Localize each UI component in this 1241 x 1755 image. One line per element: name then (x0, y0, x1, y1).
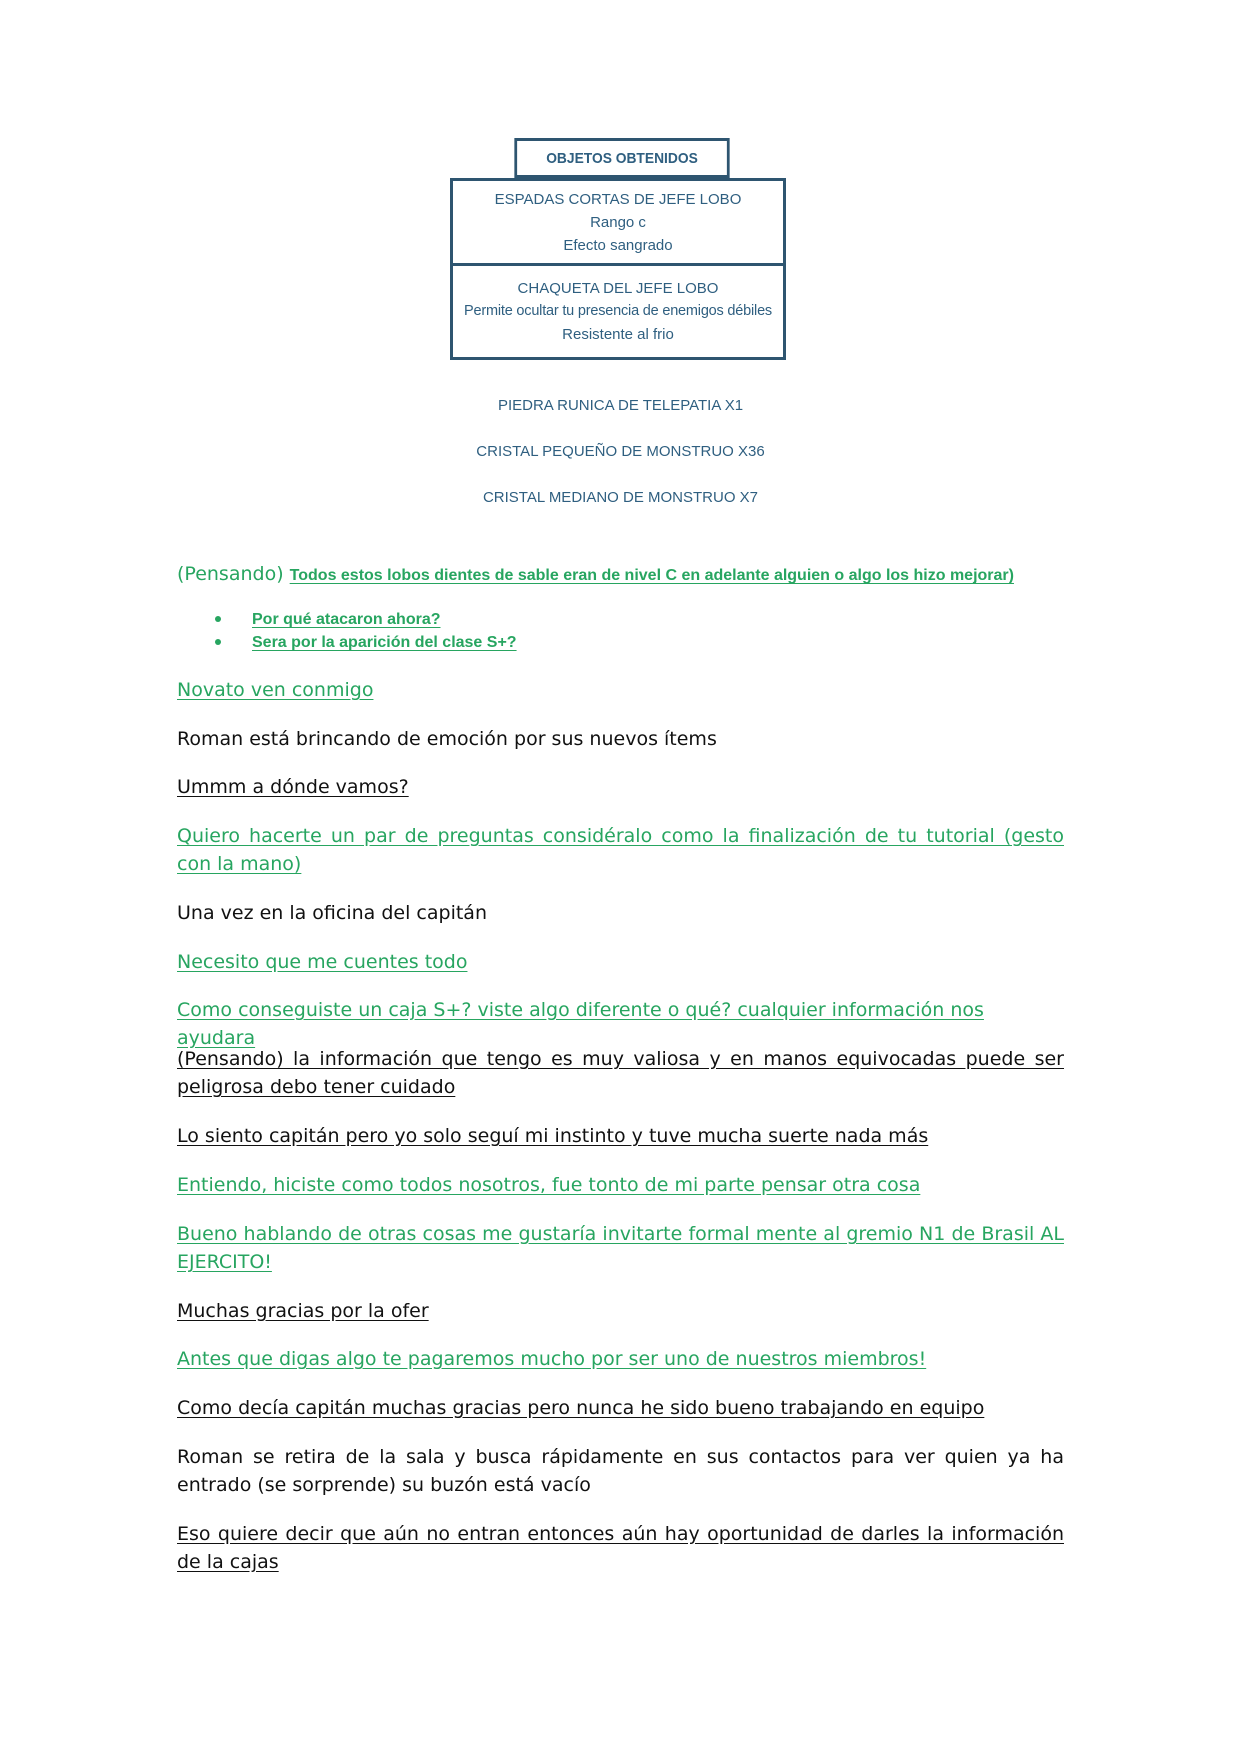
loose-item-rune-stone: PIEDRA RUNICA DE TELEPATIA X1 (497, 397, 744, 414)
dialogue-paragraph: Necesito que me cuentes todo (177, 951, 468, 973)
loose-item-medium-crystal: CRISTAL MEDIANO DE MONSTRUO X7 (482, 489, 759, 506)
items-table-title: OBJETOS OBTENIDOS (514, 138, 729, 178)
dialogue-paragraph: Como conseguiste un caja S+? viste algo diferente o qué? cualquier información nos ayudara (177, 999, 984, 1049)
item-effect: Permite ocultar tu presencia de enemigos débiles (464, 303, 772, 319)
thinking-line (177, 560, 1064, 590)
dialogue-paragraph: Antes que digas algo te pagaremos mucho por ser uno de nuestros miembros! (177, 1348, 927, 1370)
item-rank: Rango c (590, 213, 646, 231)
list-item: Sera por la aparición del clase S+? (215, 630, 517, 653)
dialogue-paragraph: Como decía capitán muchas gracias pero nunca he sido bueno trabajando en equipo (177, 1397, 985, 1419)
list-item: Por qué atacaron ahora? (215, 607, 517, 630)
item-effect: Efecto sangrado (563, 236, 673, 254)
narration-paragraph: Una vez en la oficina del capitán (177, 902, 487, 924)
item-name: ESPADAS CORTAS DE JEFE LOBO (494, 190, 742, 208)
bullet-list (215, 607, 517, 653)
item-cell-swords (453, 181, 783, 266)
dialogue-paragraph: Muchas gracias por la ofer (177, 1300, 429, 1322)
items-table (450, 178, 786, 360)
dialogue-paragraph: Bueno hablando de otras cosas me gustaría invitarte formal mente al gremio N1 de Brasil AL EJERCITO! (177, 1223, 1064, 1273)
dialogue-paragraph: Quiero hacerte un par de preguntas considéralo como la finalización de tu tutorial (gesto con la mano) (177, 825, 1064, 875)
dialogue-paragraph: Ummm a dónde vamos? (177, 776, 409, 798)
narration-paragraph: Roman se retira de la sala y busca rápidamente en sus contactos para ver quien ya ha entrado (se sorprende) su buzón está vacío (177, 1446, 1064, 1496)
item-cell-jacket (453, 266, 783, 357)
item-resistance: Resistente al frio (562, 326, 674, 343)
bullet-icon (215, 639, 221, 645)
dialogue-paragraph: Eso quiere decir que aún no entran entonces aún hay oportunidad de darles la información de la cajas (177, 1523, 1064, 1573)
dialogue-paragraph: Lo siento capitán pero yo solo seguí mi instinto y tuve mucha suerte nada más (177, 1125, 929, 1147)
bullet-icon (215, 616, 221, 622)
dialogue-paragraph: Novato ven conmigo (177, 679, 374, 701)
item-name: CHAQUETA DEL JEFE LOBO (517, 280, 719, 297)
dialogue-paragraph: (Pensando) la información que tengo es muy valiosa y en manos equivocadas puede ser peligrosa debo tener cuidado (177, 1048, 1064, 1098)
thinking-prefix: (Pensando) (177, 563, 290, 585)
loose-item-small-crystal: CRISTAL PEQUEÑO DE MONSTRUO X36 (476, 443, 765, 460)
dialogue-paragraph: Entiendo, hiciste como todos nosotros, fue tonto de mi parte pensar otra cosa (177, 1174, 921, 1196)
narration-paragraph: Roman está brincando de emoción por sus nuevos ítems (177, 728, 717, 750)
thinking-text: Todos estos lobos dientes de sable eran de nivel C en adelante alguien o algo los hizo mejorar) (289, 567, 1014, 584)
